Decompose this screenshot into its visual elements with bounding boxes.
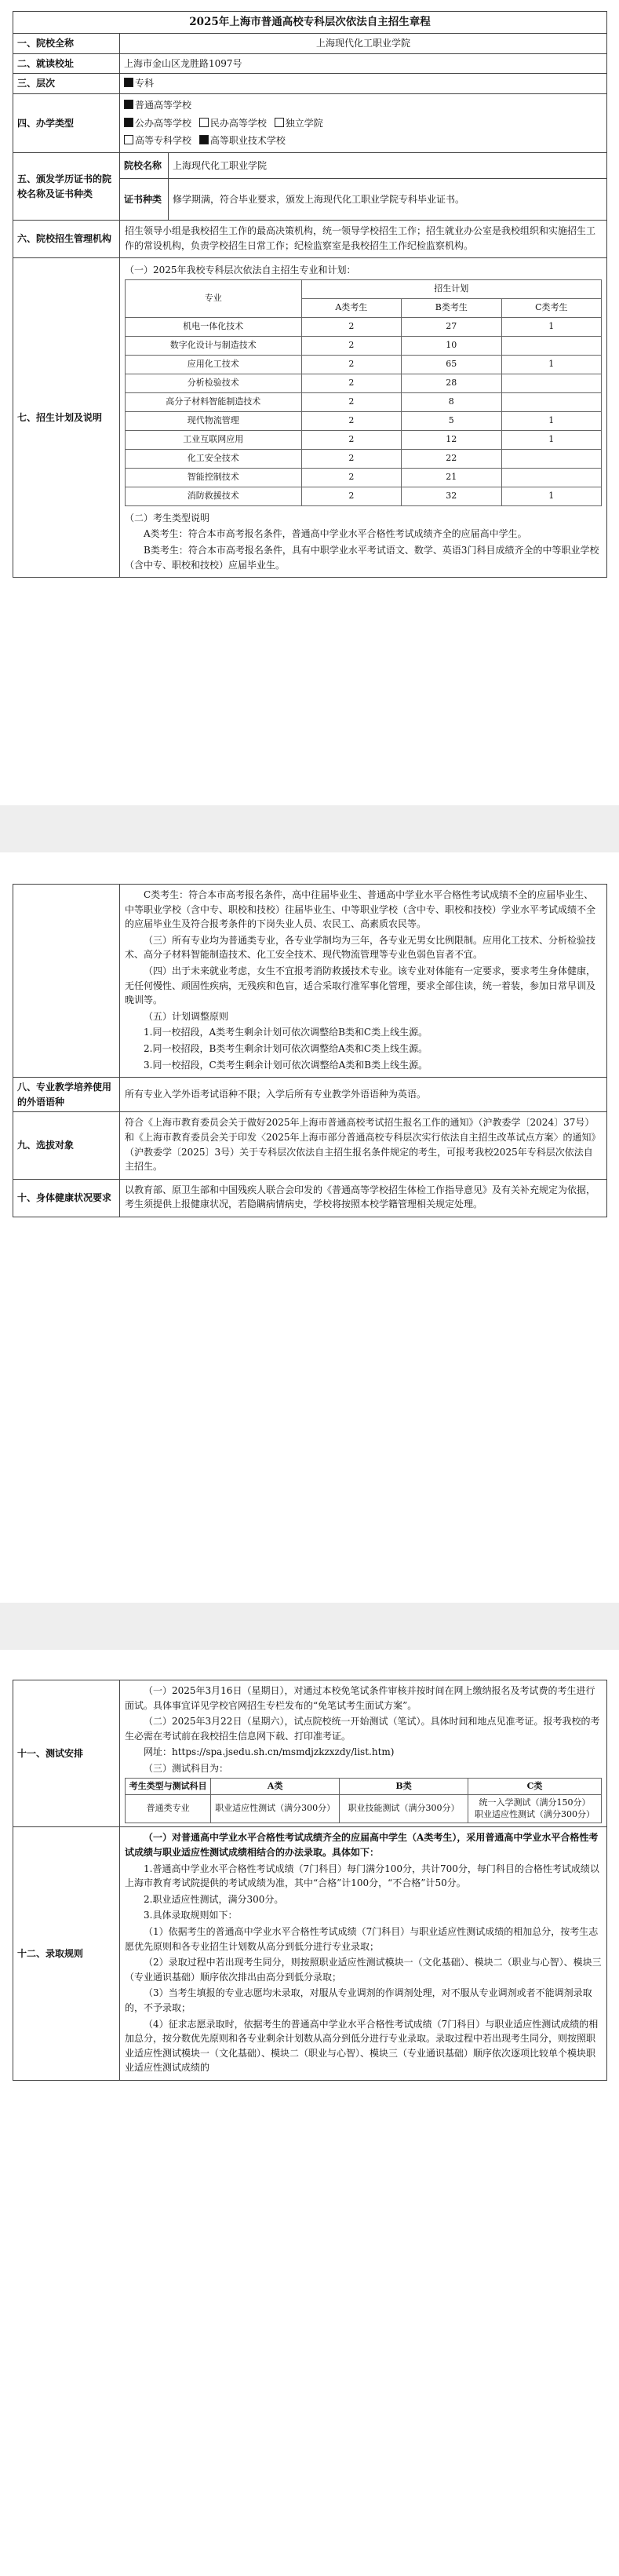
s9-label: 九、选拔对象 (13, 1112, 120, 1179)
test-head-a: A类 (211, 1778, 340, 1794)
s4-opt-3 (275, 115, 323, 133)
s12-content (120, 1827, 607, 2081)
plan-cell-c: 1 (501, 487, 601, 505)
page-gap-1 (0, 805, 619, 852)
s5-cert-label: 证书种类 (120, 179, 169, 221)
plan-cell-b: 22 (402, 449, 501, 468)
s7-content-part2 (120, 885, 607, 1078)
s11-p2: （二）2025年3月22日（星期六），试点院校统一开始测试（笔试）。具体时间和地点见准考证。报考我校的考生必需在考试前在我校招生信息网下载、打印准考证。 (125, 1716, 600, 1742)
plan-cell-c: 1 (501, 355, 601, 374)
plan-cell-major: 机电一体化技术 (126, 317, 302, 336)
s11-p3: （三）测试科目为： (144, 1762, 229, 1774)
test-row-a: 职业适应性测试（满分300分） (211, 1794, 340, 1823)
plan-row (126, 487, 602, 505)
page2-table (13, 884, 607, 1217)
plan-cell-a: 2 (301, 392, 401, 411)
plan-cell-a: 2 (301, 487, 401, 505)
plan-row (126, 468, 602, 487)
s6-text (120, 221, 607, 258)
plan-cell-c (501, 392, 601, 411)
test-row-c2: 职业适应性测试（满分300分） (475, 1809, 595, 1820)
s12-r1: 1.普通高中学业水平合格性考试成绩（7门科目）每门满分100分，共计700分，每门科目的合格性考试成绩以上海市教育考试院提供的考试成绩为准，其中“合格”计100分，“不合格”计50分。 (125, 1863, 599, 1889)
s12-r3: 3.具体录取规则如下： (144, 1910, 238, 1921)
s11-label: 十一、测试安排 (13, 1680, 120, 1827)
plan-cell-major: 消防救援技术 (126, 487, 302, 505)
s7-note3: （三）所有专业均为普通类专业，各专业学制均为三年，各专业无男女比例限制。应用化工技术、分析检验技术、高分子材料智能制造技术、化工安全技术、现代物流管理等专业色弱色盲者不宜。 (125, 934, 596, 961)
s12-r3c: （3）当考生填报的专业志愿均未录取，对服从专业调剂的作调剂处理，对不服从专业调剂或者不能调剂录取的，不予录取； (125, 1987, 592, 2013)
s4-opt-4-label: 高等专科学校 (135, 135, 192, 147)
plan-head-c: C类考生 (501, 298, 601, 317)
plan-cell-a: 2 (301, 411, 401, 430)
s1-label: 一、院校全称 (13, 33, 120, 53)
plan-cell-a: 2 (301, 468, 401, 487)
plan-cell-major: 数字化设计与制造技术 (126, 336, 302, 355)
plan-cell-major: 高分子材料智能制造技术 (126, 392, 302, 411)
s5-label: 五、颁发学历证书的院校名称及证书种类 (13, 153, 120, 221)
s7-content-part1 (120, 258, 607, 578)
s12-head: （一）对普通高中学业水平合格性考试成绩齐全的应届高中学生（A类考生），采用普通高中学业水平合格性考试成绩与职业适应性测试成绩相结合的办法录取。具体如下： (125, 1832, 599, 1858)
plan-cell-major: 分析检验技术 (126, 374, 302, 392)
s2-label: 二、就读校址 (13, 53, 120, 74)
s10-label: 十、身体健康状况要求 (13, 1179, 120, 1217)
s4-opt-3-label: 独立学院 (285, 117, 323, 129)
s4-opt-1 (124, 115, 191, 133)
plan-row (126, 336, 602, 355)
s7-adj3: 3.同一校招段，C类考生剩余计划可依次调整给A类和B类上线生源。 (144, 1059, 428, 1071)
plan-row (126, 317, 602, 336)
plan-cell-a: 2 (301, 430, 401, 449)
plan-cell-a: 2 (301, 317, 401, 336)
s4-opt-0 (124, 97, 191, 115)
s1-value: 上海现代化工职业学院 (120, 33, 607, 53)
plan-cell-b: 28 (402, 374, 501, 392)
s4-opt-5-label: 高等职业技术学校 (209, 135, 286, 147)
s4-opt-1-label: 公办高等学校 (135, 117, 192, 129)
s4-label: 四、办学类型 (13, 93, 120, 152)
plan-cell-b: 27 (402, 317, 501, 336)
s10-text (120, 1179, 607, 1217)
plan-cell-b: 21 (402, 468, 501, 487)
plan-table (125, 279, 602, 506)
s5-cert-value: 修学期满，符合毕业要求，颁发上海现代化工职业学院专科毕业证书。 (169, 179, 607, 221)
test-head-b: B类 (340, 1778, 468, 1794)
s12-r3b: （2）录取过程中若出现考生同分，则按照职业适应性测试模块一（文化基础）、模块二（职业与心智）、模块三（专业通识基础）顺序依次排出由高分到低分录取； (125, 1957, 602, 1983)
test-head-type: 考生类型与测试科目 (126, 1778, 211, 1794)
s11-p1: （一）2025年3月16日（星期日），对通过本校免笔试条件审核并按时间在网上缴纳报名及考试费的考生进行面试。具体事宜详见学校官网招生专栏发布的“免笔试考生面试方案”。 (125, 1685, 595, 1711)
plan-head-a: A类考生 (301, 298, 401, 317)
s7-adj2: 2.同一校招段，B类考生剩余计划可依次调整给A类和C类上线生源。 (144, 1042, 428, 1054)
page3-table (13, 1680, 607, 2081)
s12-r3a: （1）依据考生的普通高中学业水平合格性考试成绩（7门科目）与职业适应性测试成绩的相加总分，按考生志愿优先原则和各专业招生计划数从高分到低分进行专业录取； (125, 1925, 599, 1952)
plan-cell-b: 8 (402, 392, 501, 411)
s7-adj1: 1.同一校招段，A类考生剩余计划可依次调整给B类和C类上线生源。 (144, 1027, 428, 1038)
test-table (125, 1778, 602, 1824)
plan-cell-b: 12 (402, 430, 501, 449)
s11-url[interactable]: 网址：https://spa.jsedu.sh.cn/msmdjzkzxzdy/list.htm) (144, 1746, 395, 1758)
s4-opt-2-label: 民办高等学校 (209, 117, 267, 129)
s3-checkbox (124, 76, 154, 91)
page-gap-2 (0, 1603, 619, 1650)
plan-head-plan: 招生计划 (301, 279, 601, 298)
plan-row (126, 392, 602, 411)
plan-row (126, 355, 602, 374)
s4-opt-4 (124, 132, 191, 150)
s7-plan-title: （一）2025年我校专科层次依法自主招生专业和计划： (125, 265, 356, 276)
plan-cell-b: 5 (402, 411, 501, 430)
plan-head-major: 专业 (126, 279, 302, 317)
plan-cell-c (501, 336, 601, 355)
s2-value: 上海市金山区龙胜路1097号 (120, 53, 607, 74)
s9-paragraph: 符合《上海市教育委员会关于做好2025年上海市普通高校考试招生报名工作的通知》（沪教委学〔2024〕37号）和《上海市教育委员会关于印发〈2025年上海市部分普通高校专科层次实行依法自主招生改革试点方案〉的通知》（沪教委学〔2025〕3号）关于专科层次依法自主招生报名条件规定的考生，可报考我校2025年专科层次依法自主招生。 (125, 1117, 601, 1173)
s10-paragraph: 以教育部、原卫生部和中国残疾人联合会印发的《普通高等学校招生体检工作指导意见》及有关补充规定为依据，考生须提供上报健康状况，若隐瞒病情病史，学校将按照本校学籍管理相关规定处理。 (125, 1184, 596, 1210)
unchecked-box-icon (275, 118, 284, 127)
plan-row (126, 449, 602, 468)
s7-label: 七、招生计划及说明 (13, 258, 120, 578)
plan-cell-b: 32 (402, 487, 501, 505)
s4-opt-2 (199, 115, 267, 133)
s7-label-continued (13, 885, 120, 1078)
s9-text (120, 1112, 607, 1179)
test-head-c: C类 (468, 1778, 602, 1794)
s8-label: 八、专业教学培养使用的外语语种 (13, 1078, 120, 1112)
plan-cell-b: 10 (402, 336, 501, 355)
plan-head-b: B类考生 (402, 298, 501, 317)
s7-desc-b: B类考生：符合本市高考报名条件，具有中职学业水平考试语文、数学、英语3门科目成绩齐全的中等职业学校（含中专、职校和技校）应届毕业生。 (125, 545, 599, 571)
unchecked-box-icon (199, 118, 209, 127)
plan-cell-a: 2 (301, 355, 401, 374)
s7-desc-c: C类考生：符合本市高考报名条件，高中往届毕业生、普通高中学业水平合格性考试成绩不全的应届毕业生、中等职业学校（含中专、职校和技校）往届毕业生、中等职业学校（含中专、职校和技校）学业水平考试成绩不全的应届毕业生及符合报考条件的下岗失业人员、农民工、高素质农民等。 (125, 889, 596, 930)
s4-options (120, 93, 607, 152)
s8-text: 所有专业入学外语考试语种不限；入学后所有专业教学外语语种为英语。 (120, 1078, 607, 1112)
plan-cell-c (501, 468, 601, 487)
unchecked-box-icon (124, 135, 133, 144)
s7-desc-title: （二）考生类型说明 (125, 512, 210, 524)
checked-box-icon (124, 100, 133, 109)
s12-r2: 2.职业适应性测试，满分300分。 (144, 1893, 284, 1905)
s3-label: 三、层次 (13, 74, 120, 94)
plan-cell-a: 2 (301, 449, 401, 468)
s3-option-label: 专科 (135, 78, 155, 89)
s7-note4: （四）出于未来就业考虑，女生不宜报考消防救援技术专业。该专业对体能有一定要求，要求考生身体健康，无任何慢性、顽固性疾病，无残疾和色盲，适合采取行准军事化管理，要求全部住读，统一着装，参加日常早训及晚训等。 (125, 965, 596, 1006)
plan-cell-c: 1 (501, 430, 601, 449)
s4-opt-5 (199, 132, 286, 150)
plan-cell-c (501, 374, 601, 392)
s5-name-value: 上海现代化工职业学院 (169, 153, 607, 179)
plan-row (126, 411, 602, 430)
test-row-c (468, 1794, 602, 1823)
test-row-major: 普通类专业 (126, 1794, 211, 1823)
s4-opt-0-label: 普通高等学校 (135, 99, 192, 111)
plan-cell-c: 1 (501, 411, 601, 430)
s6-paragraph: 招生领导小组是我校招生工作的最高决策机构，统一领导学校招生工作；招生就业办公室是我校组织和实施招生工作的常设机构，负责学校招生日常工作；纪检监察室是我校招生工作纪检监察机构。 (125, 225, 596, 251)
test-row-b: 职业技能测试（满分300分） (340, 1794, 468, 1823)
plan-cell-major: 工业互联网应用 (126, 430, 302, 449)
doc-title: 2025年上海市普通高校专科层次依法自主招生章程 (13, 12, 607, 34)
plan-cell-major: 智能控制技术 (126, 468, 302, 487)
s3-options (120, 74, 607, 94)
plan-cell-b: 65 (402, 355, 501, 374)
page1-table (13, 11, 607, 578)
plan-cell-major: 应用化工技术 (126, 355, 302, 374)
plan-cell-c: 1 (501, 317, 601, 336)
plan-cell-a: 2 (301, 374, 401, 392)
checked-box-icon (124, 118, 133, 127)
plan-cell-major: 现代物流管理 (126, 411, 302, 430)
plan-cell-c (501, 449, 601, 468)
test-row-c1: 统一入学测试（满分150分） (479, 1797, 591, 1808)
s11-content (120, 1680, 607, 1827)
s7-note5: （五）计划调整原则 (144, 1010, 229, 1022)
s12-label: 十二、录取规则 (13, 1827, 120, 2081)
plan-row (126, 374, 602, 392)
s6-label: 六、院校招生管理机构 (13, 221, 120, 258)
checked-box-icon (124, 78, 133, 87)
s7-desc-a: A类考生：符合本市高考报名条件，普通高中学业水平合格性考试成绩齐全的应届高中学生。 (144, 528, 527, 540)
checked-box-icon (199, 135, 209, 144)
plan-cell-a: 2 (301, 336, 401, 355)
plan-cell-major: 化工安全技术 (126, 449, 302, 468)
s5-name-label: 院校名称 (120, 153, 169, 179)
s12-r3d: （4）征求志愿录取时，依据考生的普通高中学业水平合格性考试成绩（7门科目）与职业适应性测试成绩的相加总分，按分数优先原则和各专业剩余计划数从高分到低分进行专业录取。录取过程中若出现考生同分，则按照职业适应性测试模块一（文化基础）、模块二（职业与心智）、模块三（专业通识基础）顺序依次逐项比较单个模块职业适应性测试成绩的 (125, 2018, 599, 2074)
plan-row (126, 430, 602, 449)
